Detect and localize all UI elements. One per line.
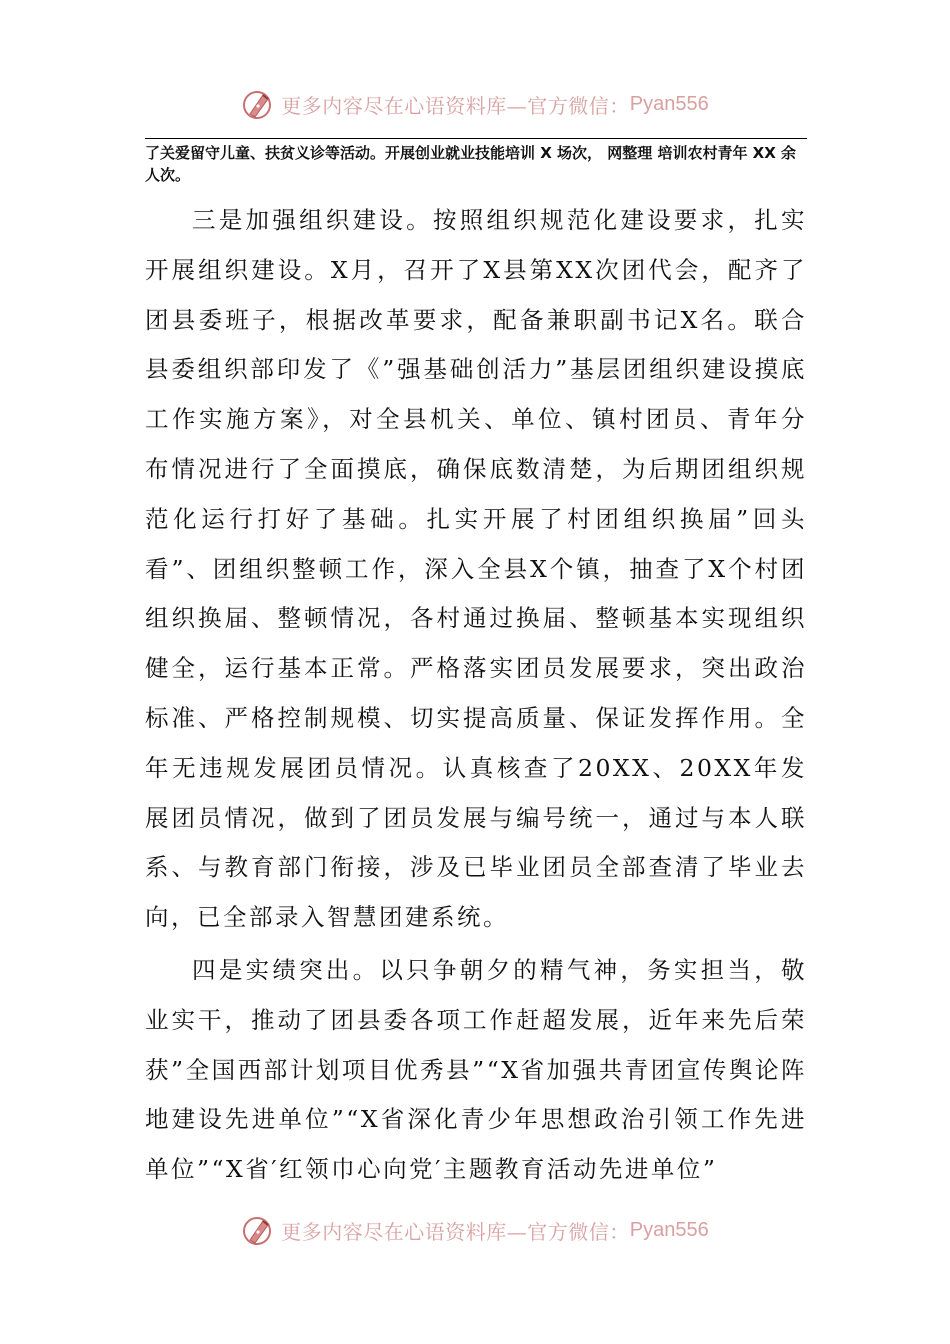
watermark-text: 更多内容尽在心语资料库—官方微信： bbox=[281, 1219, 630, 1244]
header-rule bbox=[145, 138, 807, 139]
pen-nib-logo-icon bbox=[241, 87, 275, 121]
watermark-wechat-id: Pyan556 bbox=[629, 92, 709, 115]
paragraph-achievements: 四是实绩突出。以只争朝夕的精气神，务实担当，敬业实干，推动了团县委各项工作赶超发展，近年来先后荣获”全国西部计划项目优秀县”“X省加强共青团宣传舆论阵地建设先进单位”“X省深化青少年思想政治引领工作先进单位”“X省′红领巾心向党′主题教育活动先进单位” bbox=[145, 956, 807, 1184]
watermark-text: 更多内容尽在心语资料库—官方微信： bbox=[281, 93, 630, 118]
header-watermark bbox=[0, 84, 950, 124]
carryover-text: 了关爱留守儿童、扶贫义诊等活动。开展创业就业技能培训 X 场次， 网整理 培训农村青年 XX 余人次。 bbox=[145, 144, 797, 184]
paragraph-organization-building: 三是加强组织建设。按照组织规范化建设要求，扎实开展组织建设。X月，召开了X县第XX次团代会，配齐了团县委班子，根据改革要求，配备兼职副书记X名。联合县委组织部印发了《”强基础创活力”基层团组织建设摸底工作实施方案》，对全县机关、单位、镇村团员、青年分布情况进行了全面摸底，确保底数清楚，为后期团组织规范化运行打好了基础。扎实开展了村团组织换届”回头看”、团组织整顿工作，深入全县X个镇，抽查了X个村团组织换届、整顿情况，各村通过换届、整顿基本实现组织健全，运行基本正常。严格落实团员发展要求，突出政治标准、严格控制规模、切实提高质量、保证发挥作用。全年无违规发展团员情况。认真核查了20XX、20XX年发展团员情况，做到了团员发展与编号统一，通过与本人联系、与教育部门衔接，涉及已毕业团员全部查清了毕业去向，已全部录入智慧团建系统。 bbox=[145, 206, 807, 932]
footer-watermark bbox=[0, 1210, 950, 1250]
watermark-wechat-id: Pyan556 bbox=[629, 1218, 709, 1241]
pen-nib-logo-icon bbox=[241, 1213, 275, 1247]
